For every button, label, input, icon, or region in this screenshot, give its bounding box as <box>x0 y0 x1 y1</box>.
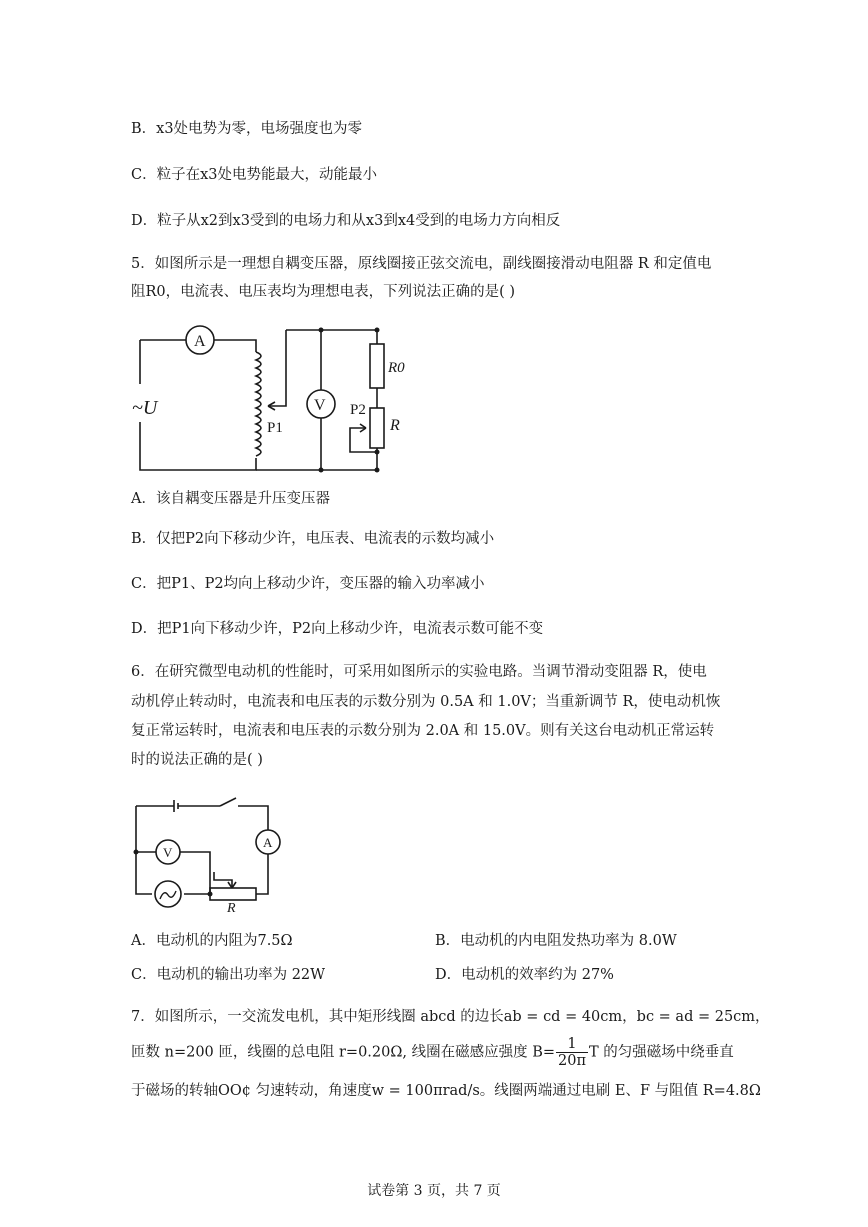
q4-option-c: C．粒子在x3处电势能最大，动能最小 <box>131 167 377 183</box>
q5-transformer-circuit-figure <box>128 322 405 474</box>
q6-stem-line4: 时的说法正确的是( ) <box>131 752 263 768</box>
q5-option-c: C．把P1、P2均向上移动少许，变压器的输入功率减小 <box>131 576 485 592</box>
q6-voltmeter-label: V <box>163 845 173 860</box>
q5-p1-label: P1 <box>267 420 283 436</box>
q5-stem-line2: 阻R0，电流表、电压表均为理想电表，下列说法正确的是( ) <box>131 284 516 300</box>
q4-option-b: B．x3处电势为零，电场强度也为零 <box>131 121 363 137</box>
q6-option-d: D．电动机的效率约为 27% <box>435 967 614 983</box>
q6-option-a: A．电动机的内阻为7.5Ω <box>131 933 293 949</box>
q5-p2-label: P2 <box>350 402 366 418</box>
q6-ammeter-label: A <box>263 835 273 850</box>
q5-r0-label: R0 <box>388 360 405 376</box>
q7-fraction-denominator: 20π <box>558 1053 586 1069</box>
q7-fraction-numerator: 1 <box>556 1036 588 1053</box>
q7-stem-line1: 7．如图所示，一交流发电机，其中矩形线圈 abcd 的边长ab = cd = 40cm，bc = ad = 25cm， <box>131 1009 770 1025</box>
q4-option-d: D．粒子从x2到x3受到的电场力和从x3到x4受到的电场力方向相反 <box>131 213 561 229</box>
q7-stem-line2-end: T 的匀强磁场中绕垂直 <box>589 1044 734 1061</box>
q7-stem-line2 <box>131 1036 734 1069</box>
q6-r-label: R <box>227 901 236 916</box>
q5-stem-line1: 5．如图所示是一理想自耦变压器，原线圈接正弦交流电，副线圈接滑动电阻器 R 和定值电 <box>131 256 712 272</box>
q5-r-label: R <box>390 417 400 434</box>
q5-source-label: ~U <box>132 397 158 419</box>
page-footer: 试卷第 3 页，共 7 页 <box>367 1183 501 1199</box>
q5-ammeter-label: A <box>194 333 206 350</box>
q7-fraction <box>556 1036 588 1069</box>
q7-stem-line2-start: 匝数 n=200 匝，线圈的总电阻 r=0.20Ω, 线圈在磁感应强度 B= <box>131 1044 556 1061</box>
q6-option-c: C．电动机的输出功率为 22W <box>131 967 326 983</box>
q5-option-a: A．该自耦变压器是升压变压器 <box>131 491 330 507</box>
q5-voltmeter-label: V <box>314 397 326 414</box>
q6-stem-line2: 动机停止转动时，电流表和电压表的示数分别为 0.5A 和 1.0V；当重新调节 R，使电动机恢 <box>131 694 721 710</box>
q7-stem-line3: 于磁场的转轴OO¢ 匀速转动，角速度w = 100πrad/s。线圈两端通过电刷 E、F 与阻值 R=4.8Ω <box>131 1083 761 1099</box>
q5-option-d: D．把P1向下移动少许，P2向上移动少许，电流表示数可能不变 <box>131 621 544 637</box>
q6-motor-circuit-figure <box>128 796 288 914</box>
q5-option-b: B．仅把P2向下移动少许，电压表、电流表的示数均减小 <box>131 531 495 547</box>
q6-option-b: B．电动机的内电阻发热功率为 8.0W <box>435 933 677 949</box>
q6-stem-line1: 6．在研究微型电动机的性能时，可采用如图所示的实验电路。当调节滑动变阻器 R，使电 <box>131 664 707 680</box>
q6-stem-line3: 复正常运转时，电流表和电压表的示数分别为 2.0A 和 15.0V。则有关这台电动机正常运转 <box>131 723 715 739</box>
